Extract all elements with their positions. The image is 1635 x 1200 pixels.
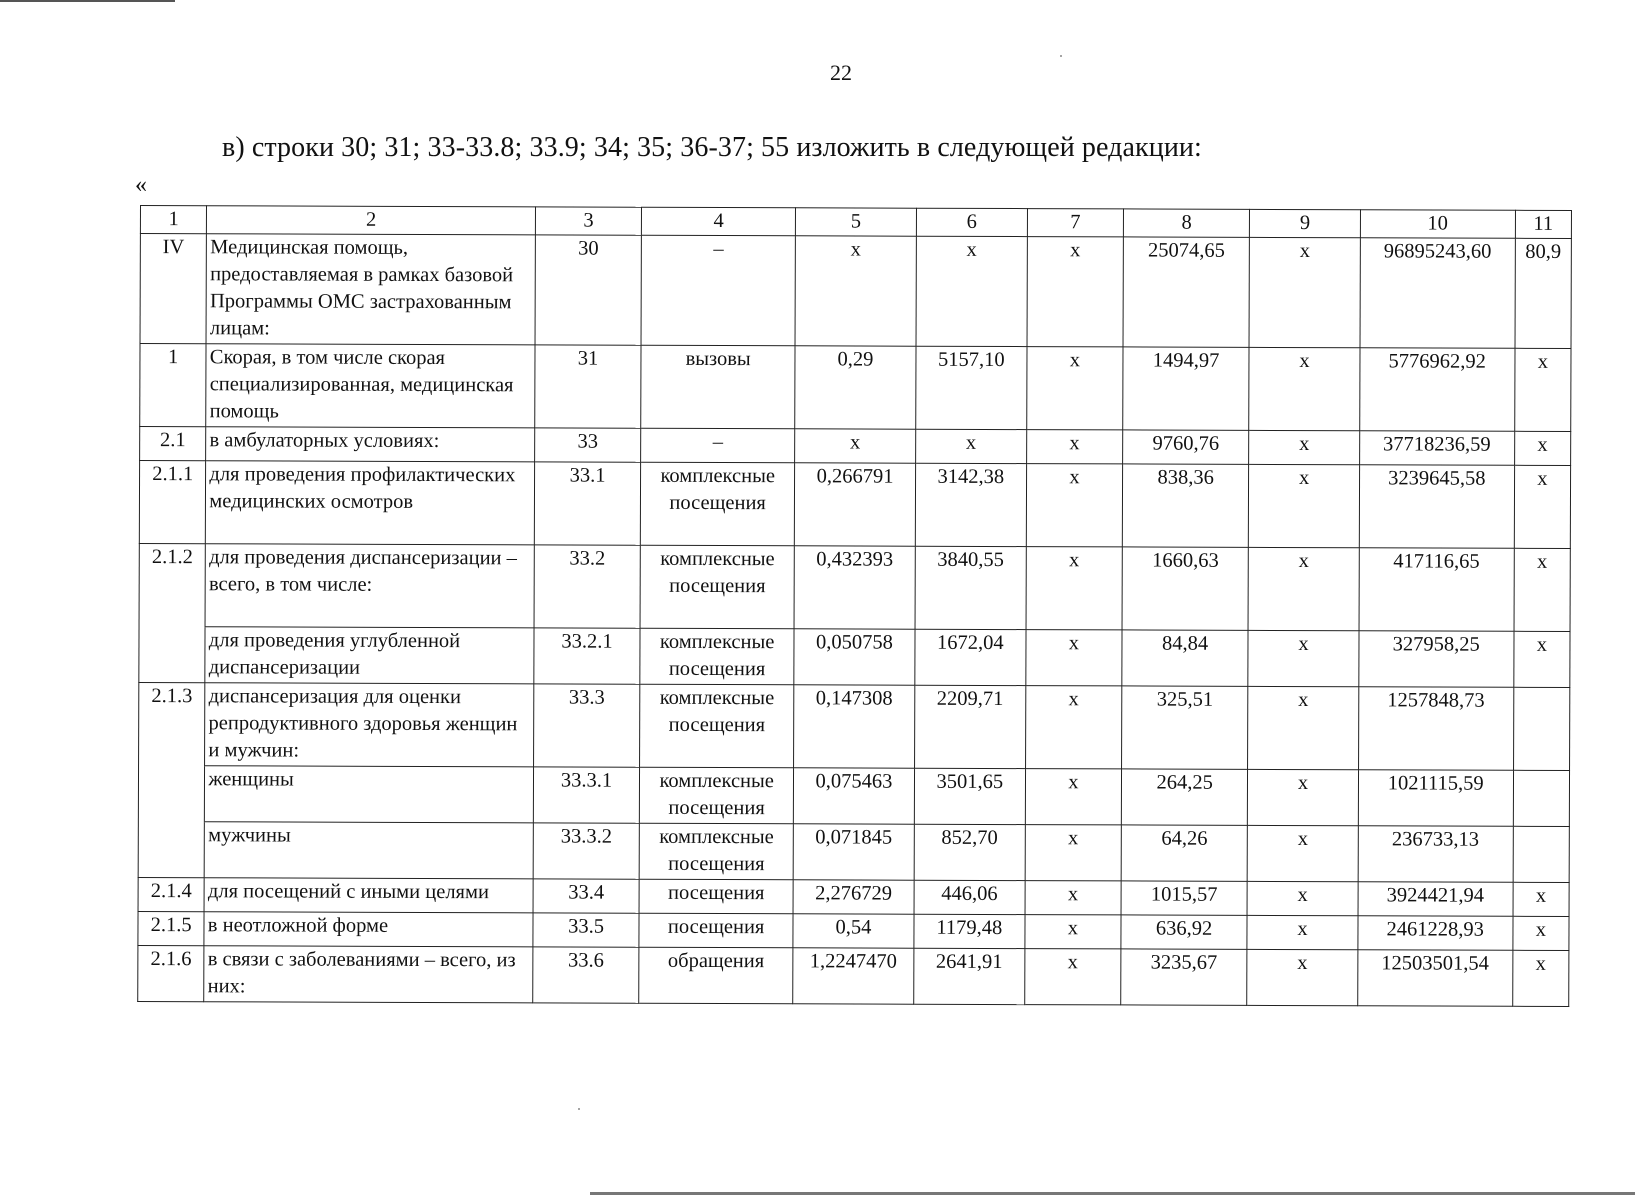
cell: 5157,10	[915, 346, 1027, 429]
cell: х	[1025, 915, 1121, 949]
cell: 327958,25	[1358, 631, 1513, 688]
cell: х	[1025, 881, 1121, 915]
cell: х	[1026, 630, 1122, 686]
cell: обращения	[639, 947, 793, 1004]
page-number: 22	[830, 60, 852, 85]
cell: IV	[140, 234, 207, 344]
cell: 33.3.1	[533, 767, 639, 823]
cell: для проведения диспансеризации – всего, в том числе:	[205, 544, 534, 628]
cell: х	[1026, 464, 1122, 547]
cell: для посещений с иными целями	[204, 878, 533, 913]
cell: х	[1514, 431, 1570, 465]
cell: 33.6	[533, 947, 639, 1003]
cell: 0,29	[795, 346, 916, 429]
table-row	[140, 344, 1571, 432]
cell: 3840,55	[915, 546, 1027, 629]
intro-text: в) строки 30; 31; 33-33.8; 33.9; 34; 35; 36-37; 55 изложить в следующей редакции:	[222, 132, 1202, 163]
cell	[138, 765, 205, 821]
header-cell: 8	[1123, 209, 1250, 237]
cell: 2209,71	[914, 685, 1026, 768]
header-cell: 6	[916, 208, 1027, 236]
header-cell: 10	[1360, 210, 1515, 239]
cell: х	[1025, 825, 1121, 881]
cell: 0,54	[793, 914, 914, 948]
cell: комплексные посещения	[639, 767, 793, 824]
cell: комплексные посещения	[639, 823, 793, 880]
cell: 30	[535, 235, 642, 345]
scan-edge-bottom	[590, 1192, 1635, 1195]
cell: 3235,67	[1121, 949, 1248, 1005]
cell: 1660,63	[1122, 547, 1249, 630]
cell: 236733,13	[1358, 826, 1513, 883]
cell: х	[915, 429, 1026, 463]
cell	[1513, 826, 1569, 882]
cell: в неотложной форме	[204, 912, 533, 947]
table-row	[138, 877, 1569, 916]
cell: х	[1027, 347, 1123, 430]
cell: 0,075463	[794, 768, 915, 824]
cell: мужчины	[204, 822, 533, 879]
cell: 0,071845	[793, 824, 914, 880]
cell: х	[1249, 347, 1360, 430]
cell: 9760,76	[1122, 430, 1249, 464]
cell: х	[1248, 686, 1359, 769]
cell: х	[1248, 825, 1358, 881]
table-row	[139, 682, 1570, 770]
cell: 33.2.1	[534, 628, 640, 684]
table-row	[139, 461, 1570, 549]
cell: 852,70	[914, 824, 1025, 880]
cell: 31	[535, 345, 641, 428]
cell: комплексные посещения	[640, 684, 794, 768]
cell: 33.3	[534, 684, 640, 767]
cell: посещения	[639, 913, 793, 948]
cell: 33.5	[533, 913, 639, 947]
cell: х	[1249, 430, 1359, 464]
cell: х	[1248, 769, 1358, 825]
cell: х	[1247, 915, 1357, 949]
cell: 1,2247470	[793, 948, 914, 1004]
cell: Медицинская помощь, предоставляемая в рамках базовой Программы ОМС застрахованным лицам:	[206, 234, 535, 345]
cell: Скорая, в том числе скорая специализированная, медицинская помощь	[206, 344, 535, 428]
cell: х	[1247, 949, 1357, 1005]
cell: 2.1.3	[139, 682, 206, 765]
scan-speck	[578, 1108, 580, 1110]
cell: 1	[140, 344, 207, 427]
table-row	[138, 911, 1569, 950]
cell: 2,276729	[793, 880, 914, 914]
cell: х	[1027, 237, 1123, 347]
cell: 264,25	[1121, 769, 1248, 825]
cell: комплексные посещения	[640, 462, 794, 546]
cell: для проведения углубленной диспансеризации	[205, 627, 534, 684]
table-row	[140, 427, 1571, 466]
cell: х	[1249, 464, 1360, 547]
cell: 2461228,93	[1358, 916, 1513, 951]
cell: 84,84	[1122, 630, 1249, 686]
cell: 838,36	[1122, 464, 1249, 547]
cell: в связи с заболеваниями – всего, из них:	[204, 946, 533, 1003]
table-row	[138, 765, 1569, 826]
cell: 2.1.2	[139, 543, 206, 626]
header-cell: 9	[1250, 209, 1360, 237]
cell: х	[1248, 547, 1359, 630]
cell: 446,06	[914, 880, 1025, 914]
cell: х	[1026, 547, 1122, 630]
cell: 1494,97	[1123, 347, 1250, 430]
cell: х	[1513, 950, 1569, 1006]
table-row	[139, 543, 1570, 631]
header-cell: 3	[535, 207, 641, 235]
cell: х	[1249, 237, 1360, 347]
cell: х	[916, 236, 1028, 346]
cell: 2.1	[140, 427, 206, 461]
header-cell: 5	[796, 208, 917, 236]
table-row	[140, 234, 1571, 349]
cell: 3239645,58	[1359, 465, 1514, 549]
cell: х	[1514, 548, 1570, 631]
cell: х	[1514, 631, 1570, 687]
cell: 37718236,59	[1359, 431, 1514, 466]
cell: х	[1514, 465, 1570, 548]
cell: 1015,57	[1121, 881, 1248, 915]
cell: 1179,48	[914, 914, 1025, 948]
cell: 2.1.5	[138, 911, 204, 945]
cell	[139, 626, 206, 682]
scan-speck	[1060, 55, 1062, 57]
cell: 0,432393	[794, 546, 915, 629]
cell: 3924421,94	[1358, 882, 1513, 917]
table-row	[138, 945, 1569, 1006]
cell: х	[1515, 348, 1571, 431]
cell: х	[1025, 769, 1121, 825]
cell: х	[1248, 630, 1358, 686]
cell: 1257848,73	[1358, 687, 1513, 771]
open-quote: «	[135, 172, 147, 198]
cell: 2641,91	[913, 948, 1024, 1004]
cell: 325,51	[1121, 686, 1248, 769]
cell: вызовы	[641, 345, 795, 429]
cell: 0,266791	[795, 463, 916, 546]
header-cell: 2	[207, 206, 536, 235]
scan-edge-top	[0, 0, 175, 2]
cell: –	[641, 428, 795, 463]
cell: 5776962,92	[1359, 348, 1514, 432]
data-table	[137, 205, 1572, 1007]
cell: диспансеризация для оценки репродуктивного здоровья женщин и мужчин:	[205, 683, 534, 767]
cell: 1021115,59	[1358, 770, 1513, 827]
cell: 2.1.1	[139, 461, 206, 544]
cell: в амбулаторных условиях:	[206, 427, 535, 462]
cell: 33.2	[534, 545, 640, 628]
cell: х	[1247, 881, 1357, 915]
cell	[1513, 687, 1569, 770]
cell: 96895243,60	[1360, 238, 1516, 349]
cell	[138, 821, 205, 877]
header-cell: 4	[642, 207, 796, 236]
cell: х	[1513, 882, 1569, 916]
cell: х	[1025, 949, 1121, 1005]
cell: для проведения профилактических медицинских осмотров	[206, 461, 535, 545]
cell: 0,050758	[794, 629, 915, 685]
cell: комплексные посещения	[640, 628, 794, 685]
cell: 33	[535, 428, 641, 462]
cell	[1513, 770, 1569, 826]
cell: –	[641, 235, 795, 346]
cell: посещения	[639, 879, 793, 914]
cell: 3142,38	[915, 463, 1027, 546]
cell: комплексные посещения	[640, 545, 794, 629]
cell: 12503501,54	[1357, 950, 1512, 1007]
cell: 0,147308	[794, 685, 915, 768]
cell: 33.3.2	[533, 823, 639, 879]
header-cell: 7	[1027, 209, 1123, 237]
cell: 2.1.6	[138, 945, 205, 1001]
cell: х	[1027, 430, 1123, 464]
cell: 2.1.4	[138, 877, 204, 911]
cell: женщины	[205, 766, 534, 823]
cell: 25074,65	[1123, 237, 1250, 347]
cell: 3501,65	[914, 768, 1025, 824]
cell: 1672,04	[915, 629, 1026, 685]
table-row	[138, 821, 1569, 882]
table-row	[139, 626, 1570, 687]
cell: 80,9	[1515, 238, 1572, 348]
cell: х	[795, 429, 916, 463]
header-cell: 11	[1515, 210, 1571, 238]
cell: х	[1513, 916, 1569, 950]
cell: 636,92	[1121, 915, 1248, 949]
cell: 33.4	[533, 879, 639, 913]
header-cell: 1	[140, 206, 206, 234]
cell: 64,26	[1121, 825, 1248, 881]
cell: х	[795, 236, 916, 346]
cell: 33.1	[534, 462, 640, 545]
cell: 417116,65	[1359, 548, 1514, 632]
cell: х	[1025, 686, 1121, 769]
